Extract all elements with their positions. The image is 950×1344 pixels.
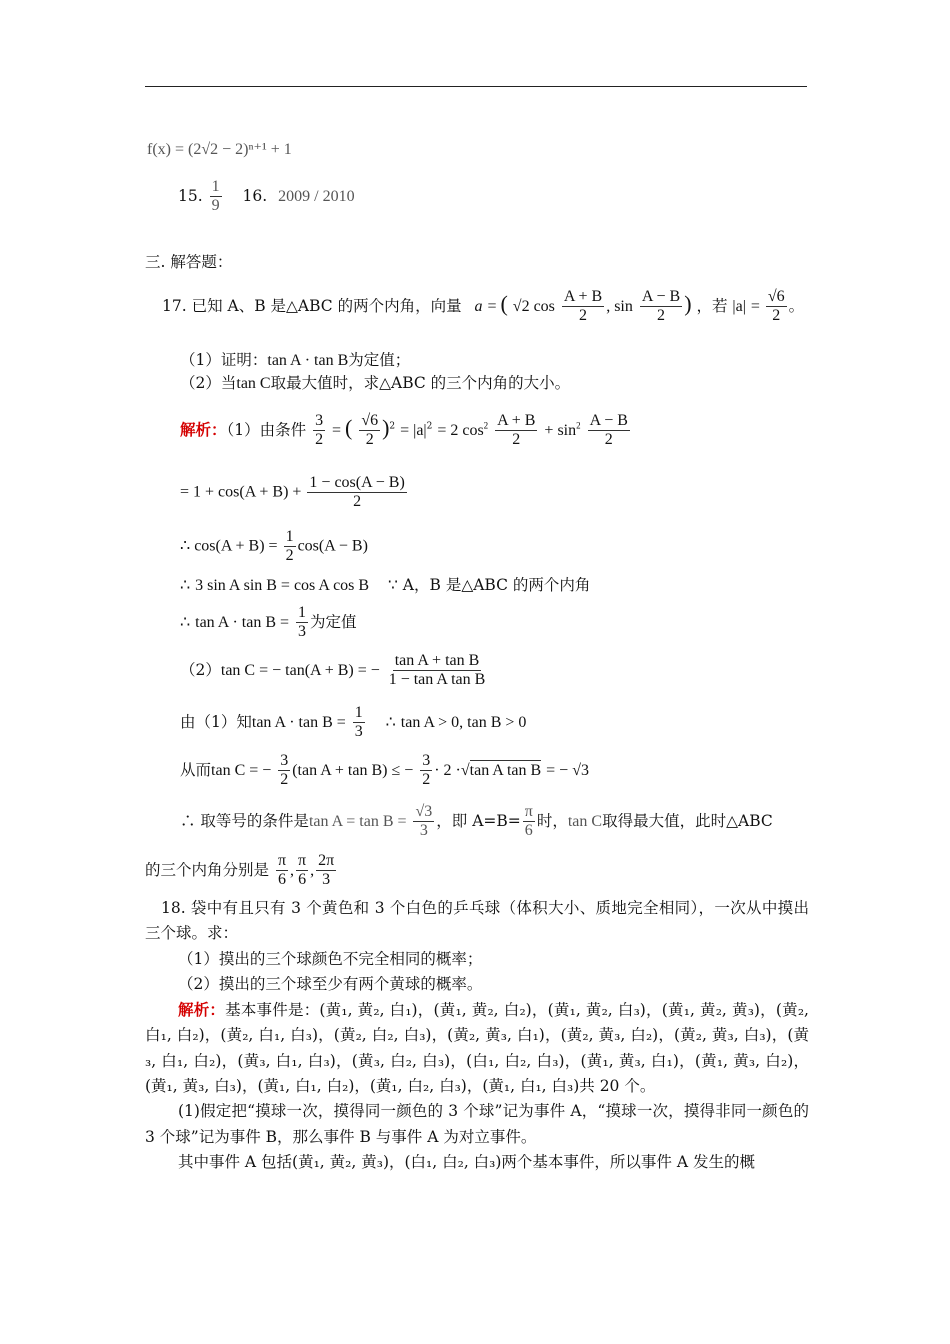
q18-stem: 18. 袋中有且只有 3 个黄色和 3 个白色的乒乓球（体积大小、质地完全相同），一次从中摸出三个球。求： [145,899,809,943]
q16-value: 2009 / 2010 [278,187,355,205]
q17-stem: 17. 已知 A、B 是△ABC 的两个内角，向量 a = ( √2 cos $\frac{A + B}{2}$ , sin $\frac{A - B}{2}$ ) ，若 |a| = $\frac{√6}{2}$ 。 [162,288,805,325]
q18-part2: （2）摸出的三个球至少有两个黄球的概率。 [178,974,483,993]
q17-sol-line2: = 1 + cos(A + B) + $\frac{1 - \cos(A - B)}{2}$ [180,474,405,511]
jiexi-label-18: 解析： [178,1000,226,1020]
q18-basic-events: 解析：基本事件是：(黄₁, 黄₂, 白₁)，(黄₁, 黄₂, 白₂)，(黄₁, 黄₂, 白₃)，(黄₁, 黄₂, 黄₃)，(黄₂, 白₁, 白₂)，(黄₂, 白₁, 白₃)，(黄₂, 白₂, 白₃)，(黄₂, 黄₃, 白₁)，(黄₂, 黄₃, 白₂)，(黄₂, 黄₃, 白₃)，(黄₃, 白₁, 白₂)，(黄₃, 白₁, 白₃)，(黄₃, 白₂, 白₃)，(白₁, 白₂, 白₃)，(黄₁, 黄₃, 白₁)，(黄₁, 黄₃, 白₂)，(黄₁, 黄₃, 白₃)，(黄₁, 白₁, 白₂)，(黄₁, 白₂, 白₃)，(黄₁, 白₁, 白₃)共 20 个。 [145,1000,809,1096]
sin-fraction: $\frac{A - B}{2}$ [641,288,681,325]
q18-para1: (1)假定把“摸球一次，摸得同一颜色的 3 个球”记为事件 A，“摸球一次，摸得非同一颜色的 3 个球”记为事件 B，那么事件 B 与事件 A 为对立事件。 [145,1102,809,1146]
q15-label: 15. [178,186,203,205]
q17-sol-part2: （2）tan C = − tan(A + B) = − $\frac{\text{tan A + tan B}}{\text{1 − tan A tan B}}$ [180,652,486,689]
jiexi-label-17: 解析： [180,419,227,439]
cos-fraction: $\frac{A + B}{2}$ [563,288,603,325]
section-title: 三. 解答题： [145,253,233,271]
magnitude-a: |a| [732,297,746,315]
answer-14-formula: f(x) = (2√2 − 2)ⁿ⁺¹ + 1 [147,141,292,158]
q17-sol-equality: ∴ 取等号的条件是tan A = tan B = $\frac{√3}{3}$ ，即 A=B= $\frac{\pi}{6}$ 时，tan C取得最大值，此时△ABC [180,803,773,840]
sqrt6-over-2: $\frac{√6}{2}$ [767,288,785,325]
q17-sol-hence: 从而tan C = − $\frac{3}{2}$ (tan A + tan B) ≤ − $\frac{3}{2}$ · 2 ·√tan A tan B = − √3 [180,752,589,789]
answer-15-16 [178,178,355,216]
vector-a: a [474,297,483,315]
q18-para2: 其中事件 A 包括(黄₁, 黄₂, 黄₃)，(白₁, 白₂, 白₃)两个基本事件，所以事件 A 发生的概 [178,1152,755,1171]
q18-block [145,896,809,1175]
q17-sol-line1: 解析：（1）由条件 $\frac{3}{2}$ = ( $\frac{√6}{2}$ )$^2 = |a|^2 = 2$ $\cos^2$ $\frac{A + B}{2}$ + $\sin^2$ $\frac{A - B}{2}$ [180,412,628,449]
q17-sol-line4: ∴ 3 sin A sin B = cos A cos B ∵ A，B 是△ABC 的两个内角 [180,576,591,594]
q17-sol-line3: ∴ cos(A + B) = $\frac{1}{2}$ cos(A − B) [180,528,368,565]
q16-label: 16. [242,186,268,205]
q17-part1: （1）证明：tan A · tan B为定值； [180,351,411,369]
header-rule [145,86,807,87]
q15-fraction: $\frac{1}{9}$ [211,178,220,215]
q17-sol-angles: 的三个内角分别是 $\frac{\pi}{6}$ , $\frac{\pi}{6}$ , $\frac{2\pi}{3}$ [145,852,335,889]
q17-part2: （2）当tan C取最大值时，求△ABC 的三个内角的大小。 [180,374,571,392]
q17-sol-line5: ∴ tan A · tan B = $\frac{1}{3}$ 为定值 [180,604,357,641]
q18-part1: （1）摸出的三个球颜色不完全相同的概率； [178,949,483,968]
q17-sol-from1: 由（1）知tan A · tan B = $\frac{1}{3}$ ∴ tan A > 0, tan B > 0 [180,704,527,741]
